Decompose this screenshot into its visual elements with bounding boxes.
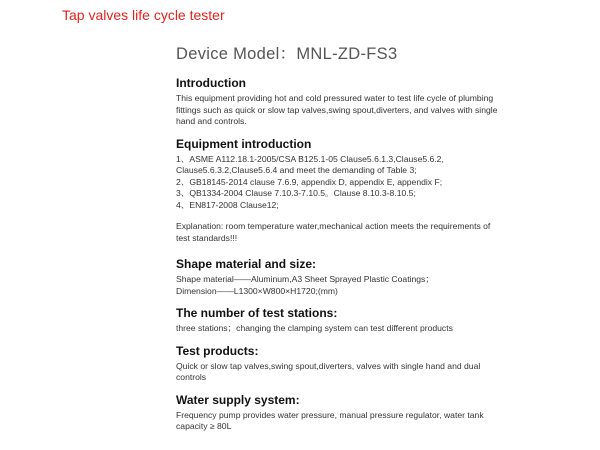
explanation-text: Explanation: room temperature water,mechanical action meets the requirements of test standards!!!: [176, 221, 491, 243]
water-heading: Water supply system:: [176, 392, 300, 407]
stations-text: three stations；changing the clamping system can test different products: [176, 323, 453, 333]
products-heading: Test products:: [176, 343, 259, 358]
introduction-heading: Introduction: [176, 76, 246, 90]
spec-document: [176, 40, 506, 441]
equipment-heading: Equipment introduction: [176, 136, 312, 151]
standard-item: 1、ASME A112.18.1-2005/CSA B125.1-05 Clause5.6.1.3,Clause5.6.2, Clause5.6.3.2,Clause5.6.4 and meet the demanding of Table 3;: [176, 153, 444, 175]
shape-material-text: Shape material——Aluminum,A3 Sheet Sprayed Plastic Coatings；: [176, 274, 434, 284]
stations-heading: The number of test stations:: [176, 306, 338, 320]
stations-section: [176, 305, 506, 335]
page-title: Tap valves life cycle tester: [62, 7, 225, 23]
dimension-text: Dimension——L1300×W800×H1720;(mm): [176, 285, 338, 296]
shape-section: [176, 256, 506, 297]
introduction-text: This equipment providing hot and cold pressured water to test life cycle of plumbing fittings such as quick or slow tap valves,swing spout,diverters, and valves with single hand and controls.: [176, 93, 498, 126]
products-section: [176, 343, 506, 384]
water-section: [176, 392, 506, 433]
standards-list: [176, 154, 506, 212]
introduction-section: [176, 75, 506, 128]
standard-item: 2、GB18145-2014 clause 7.6.9, appendix D, appendix E, appendix F;: [176, 176, 443, 187]
shape-heading: Shape material and size:: [176, 257, 317, 271]
standard-item: 4、EN817-2008 Clause12;: [176, 199, 279, 210]
water-text: Frequency pump provides water pressure, manual pressure regulator, water tank capacity ≥ 80L: [176, 409, 484, 431]
device-model: Device Model：MNL-ZD-FS3: [176, 45, 398, 63]
standard-item: 3、QB1334-2004 Clause 7.10.3-7.10.5。Clause 8.10.3-8.10.5;: [176, 188, 416, 198]
equipment-section: [176, 136, 506, 245]
products-text: Quick or slow tap valves,swing spout,diverters, valves with single hand and dual controls: [176, 360, 481, 382]
